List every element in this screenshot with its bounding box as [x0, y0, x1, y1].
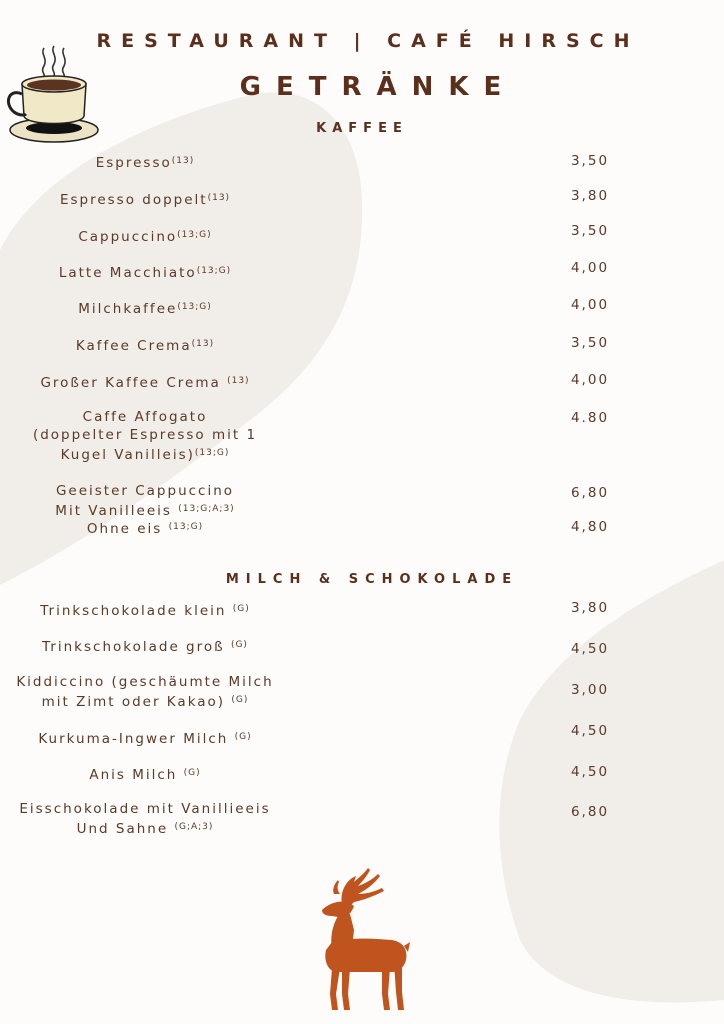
menu-item-anis-milch: Anis Milch $^{(G)}$ [89, 767, 201, 783]
section-title-kaffee: KAFFEE [316, 121, 408, 136]
price-latte-macchiato: 4,00 [570, 260, 610, 276]
price-eisschokolade: 6,80 [570, 804, 610, 820]
price-geeister-cappuccino: 6,80 [570, 485, 610, 501]
price-kiddiccino: 3,00 [570, 682, 610, 698]
price-espresso-doppelt: 3,80 [570, 188, 610, 204]
menu-item-kiddiccino: Kiddiccino (geschäumte Milch mit Zimt oder Kakao) $^{(G)}$ [16, 674, 274, 710]
section-title-milch-schokolade: MILCH & SCHOKOLADE [225, 572, 519, 587]
menu-item-caffe-affogato: Caffe Affogato (doppelter Espresso mit 1 Kugel Vanilleis)$^{(13;G)}$ [32, 409, 258, 463]
price-kurkuma-ingwer-milch: 4,50 [570, 723, 610, 739]
price-trinkschokolade-gross: 4,50 [570, 641, 610, 657]
menu-item-kurkuma-ingwer-milch: Kurkuma-Ingwer Milch $^{(G)}$ [38, 731, 252, 747]
price-cappuccino: 3,50 [570, 223, 610, 239]
price-anis-milch: 4,50 [570, 764, 610, 780]
deer-icon [312, 864, 412, 1014]
menu-item-milchkaffee: Milchkaffee$^{(13;G)}$ [78, 301, 212, 317]
menu-item-latte-macchiato: Latte Macchiato$^{(13;G)}$ [58, 265, 232, 281]
price-trinkschokolade-klein: 3,80 [570, 600, 610, 616]
price-kaffee-crema: 3,50 [570, 335, 610, 351]
price-ohne-eis: 4,80 [570, 519, 610, 535]
menu-item-cappuccino: Cappuccino$^{(13;G)}$ [78, 229, 212, 245]
menu-item-ohne-eis: Ohne eis $^{(13;G)}$ [86, 521, 204, 537]
menu-item-kaffee-crema: Kaffee Crema$^{(13)}$ [75, 338, 215, 354]
menu-item-espresso: Espresso$^{(13)}$ [95, 155, 195, 171]
menu-item-grosser-kaffee-crema: Großer Kaffee Crema $^{(13)}$ [40, 375, 250, 391]
menu-item-espresso-doppelt: Espresso doppelt$^{(13)}$ [59, 192, 231, 208]
price-espresso: 3,50 [570, 153, 610, 169]
price-milchkaffee: 4,00 [570, 297, 610, 313]
menu-item-trinkschokolade-klein: Trinkschokolade klein $^{(G)}$ [40, 603, 250, 619]
menu-item-geeister-cappuccino: Geeister Cappuccino Mit Vanilleeis $^{(13;G;A;3)}$ [55, 483, 235, 519]
menu-item-eisschokolade: Eisschokolade mit Vanillieeis Und Sahne $^{(G;A;3)}$ [19, 801, 271, 837]
page-title: GETRÄNKE [239, 72, 517, 102]
restaurant-name: RESTAURANT | CAFÉ HIRSCH [96, 30, 640, 52]
price-grosser-kaffee-crema: 4,00 [570, 372, 610, 388]
price-caffe-affogato: 4.80 [570, 410, 610, 426]
menu-item-trinkschokolade-gross: Trinkschokolade groß $^{(G)}$ [42, 639, 248, 655]
